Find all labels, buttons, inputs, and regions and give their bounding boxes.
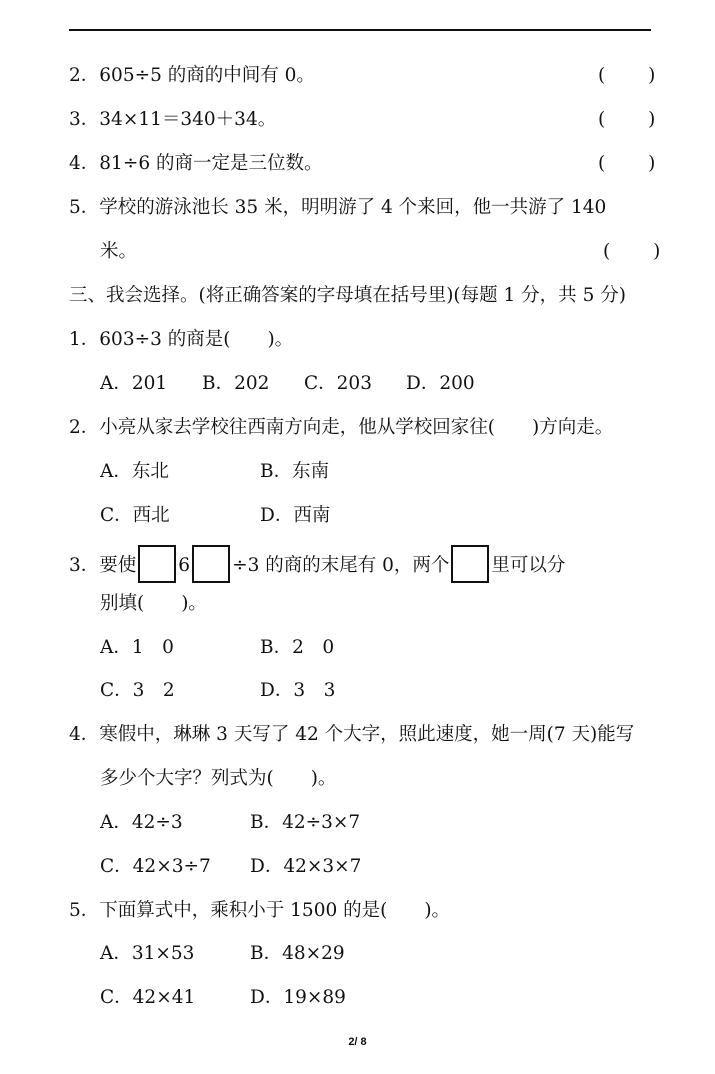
- option-d[interactable]: D．19×89: [250, 987, 346, 1008]
- choice-question-3-continuation: 别填( )。: [100, 593, 207, 614]
- judge-item-3: [69, 108, 276, 132]
- judge-item-5: [69, 196, 606, 220]
- question-text: 寒假中，琳琳 3 天写了 42 个大字，照此速度，她一周(7 天)能写: [99, 724, 635, 745]
- option-a[interactable]: A．1 0: [100, 637, 174, 658]
- option-b[interactable]: B．东南: [260, 461, 330, 482]
- item-number: 1．: [69, 329, 100, 350]
- item-number: 4．: [69, 724, 100, 745]
- answer-parentheses[interactable]: ( ): [598, 65, 656, 86]
- q5-options-row2: [100, 986, 346, 1010]
- item-text: 学校的游泳池长 35 米，明明游了 4 个来回，他一共游了 140: [99, 197, 607, 218]
- blank-box[interactable]: [451, 545, 489, 583]
- page-number: 2/ 8: [348, 1036, 367, 1048]
- item-text: 605÷5 的商的中间有 0。: [99, 65, 315, 86]
- answer-parentheses[interactable]: ( ): [598, 109, 656, 130]
- option-c[interactable]: C．3 2: [100, 680, 175, 701]
- section-title: 三、我会选择。(将正确答案的字母填在括号里)(每题 1 分，共 5 分): [69, 285, 626, 306]
- question-digit: 6: [178, 555, 191, 576]
- option-a[interactable]: A．东北: [100, 461, 169, 482]
- choice-question-4: [69, 723, 634, 747]
- q1-options: [100, 372, 475, 396]
- choice-question-4-continuation: 多少个大字？列式为( )。: [100, 768, 337, 789]
- item-number: 2．: [69, 417, 100, 438]
- question-text: 小亮从家去学校往西南方向走，他从学校回家往( )方向走。: [99, 417, 614, 438]
- question-text-mid: ÷3 的商的末尾有 0，两个: [232, 555, 450, 576]
- option-a[interactable]: A．201: [100, 373, 168, 394]
- header-rule: [69, 29, 651, 31]
- option-a[interactable]: A．42÷3: [100, 812, 183, 833]
- item-number: 2．: [69, 65, 100, 86]
- blank-box[interactable]: [192, 545, 230, 583]
- option-c[interactable]: C．42×3÷7: [100, 856, 211, 877]
- choice-question-3: [69, 547, 565, 585]
- answer-parentheses[interactable]: ( ): [603, 241, 661, 262]
- q4-options-row2: [100, 855, 361, 879]
- judge-item-2: [69, 64, 315, 88]
- item-number: 3．: [69, 109, 100, 130]
- q5-options-row1: [100, 942, 345, 966]
- blank-box[interactable]: [138, 545, 176, 583]
- option-b[interactable]: B．202: [202, 373, 270, 394]
- question-text-post: 里可以分: [491, 555, 566, 576]
- option-b[interactable]: B．48×29: [250, 943, 345, 964]
- choice-question-5: [69, 899, 450, 923]
- option-d[interactable]: D．200: [406, 373, 475, 394]
- q4-options-row1: [100, 811, 360, 835]
- item-text: 81÷6 的商一定是三位数。: [99, 153, 323, 174]
- option-a[interactable]: A．31×53: [100, 943, 195, 964]
- q2-options-row2: [100, 504, 330, 528]
- item-number: 5．: [69, 197, 100, 218]
- option-d[interactable]: D．42×3×7: [250, 856, 362, 877]
- option-c[interactable]: C．西北: [100, 505, 170, 526]
- option-d[interactable]: D．3 3: [260, 680, 336, 701]
- item-number: 5．: [69, 900, 100, 921]
- item-number: 4．: [69, 153, 100, 174]
- choice-question-2: [69, 416, 613, 440]
- option-d[interactable]: D．西南: [260, 505, 331, 526]
- question-text: 603÷3 的商是( )。: [99, 329, 294, 350]
- option-b[interactable]: B．42÷3×7: [250, 812, 361, 833]
- q3-options-row1: [100, 636, 334, 660]
- question-text: 下面算式中，乘积小于 1500 的是( )。: [99, 900, 451, 921]
- item-text: 34×11＝340＋34。: [99, 109, 277, 130]
- judge-item-4: [69, 152, 322, 176]
- option-c[interactable]: C．203: [304, 373, 372, 394]
- option-c[interactable]: C．42×41: [100, 987, 196, 1008]
- choice-question-1: [69, 328, 293, 352]
- judge-item-5-continuation: 米。: [100, 241, 138, 262]
- q3-options-row2: [100, 679, 335, 703]
- option-b[interactable]: B．2 0: [260, 637, 335, 658]
- question-text-pre: 要使: [99, 555, 137, 576]
- item-number: 3．: [69, 555, 100, 576]
- answer-parentheses[interactable]: ( ): [598, 153, 656, 174]
- q2-options-row1: [100, 460, 329, 484]
